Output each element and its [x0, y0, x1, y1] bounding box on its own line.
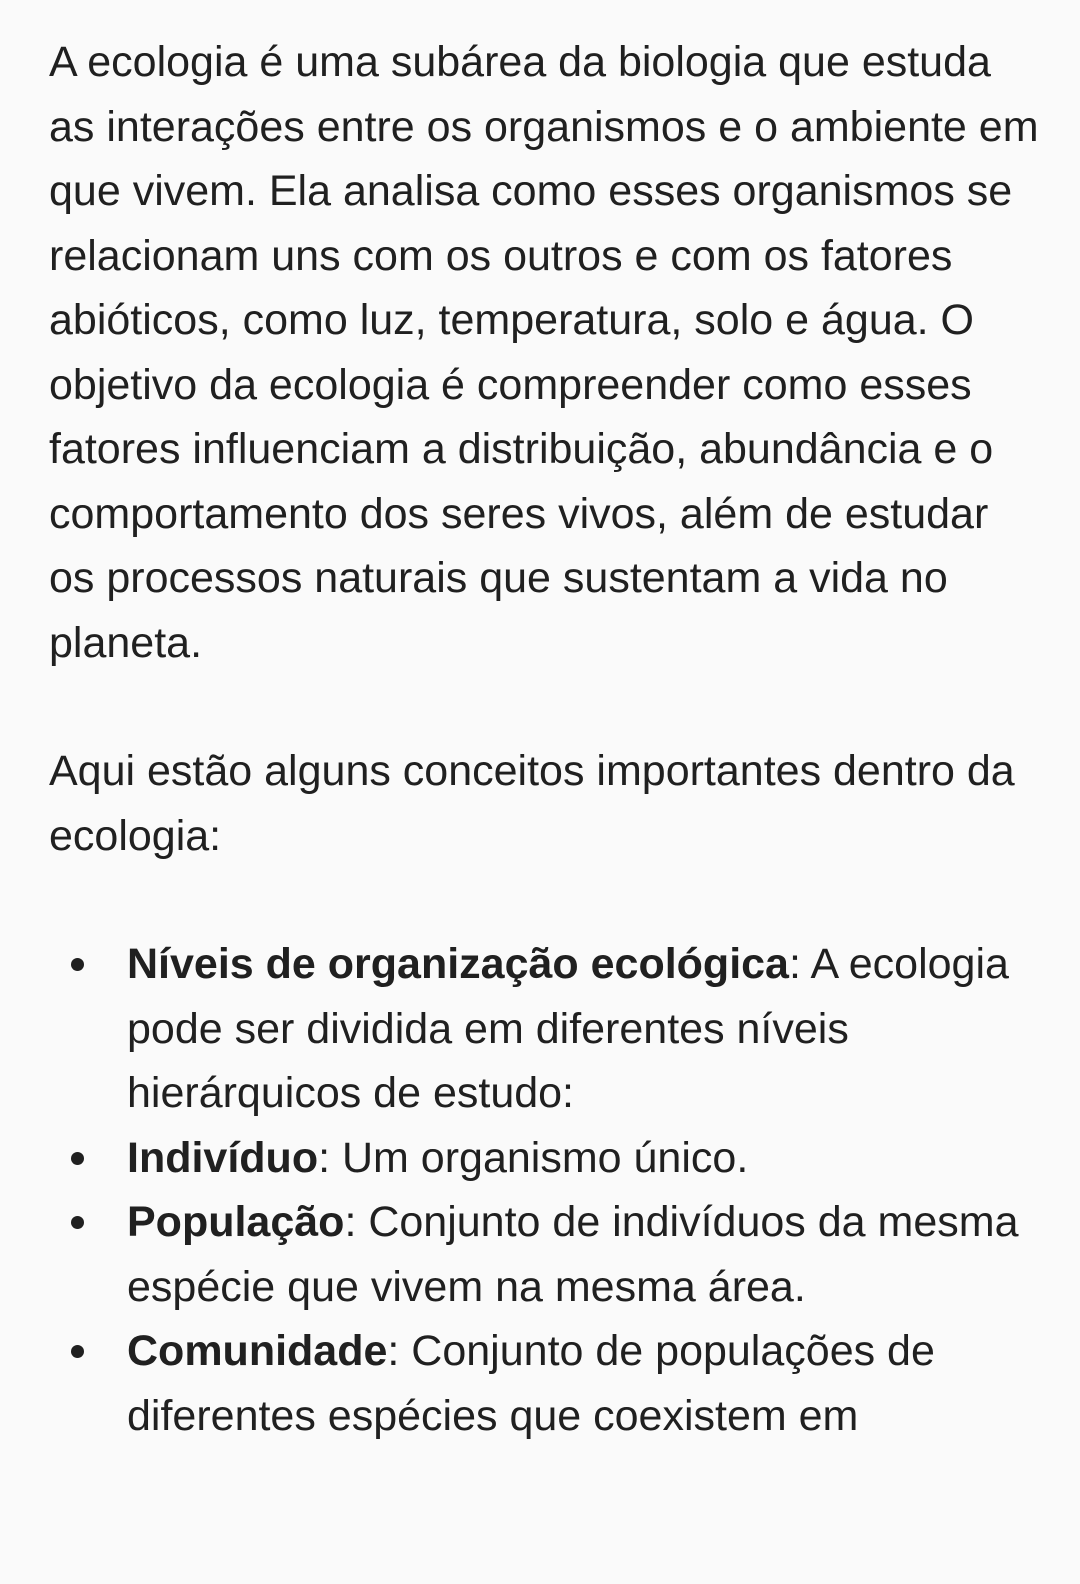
concept-description: : Conjunto de indivíduos da mesma espécie que vivem na mesma área.: [127, 1198, 1019, 1311]
list-item: [49, 1126, 1039, 1191]
list-item: [49, 932, 1039, 1126]
concept-description: : Conjunto de populações de diferentes espécies que coexistem em: [127, 1327, 935, 1440]
concept-term: Indivíduo: [127, 1133, 319, 1182]
concept-description: : Um organismo único.: [318, 1133, 749, 1182]
article-content: [49, 30, 1039, 1448]
list-item: [49, 1319, 1039, 1448]
concept-description: : A ecologia pode ser dividida em diferentes níveis hierárquicos de estudo:: [127, 940, 1009, 1117]
intro-paragraph: A ecologia é uma subárea da biologia que estuda as interações entre os organismos e o ambiente em que vivem. Ela analisa como esses organismos se relacionam uns com os outros e com os fatores abióticos, como luz, temperatura, solo e água. O objetivo da ecologia é compreender como esses fatores influenciam a distribuição, abundância e o comportamento dos seres vivos, além de estudar os processos naturais que sustentam a vida no planeta.: [49, 38, 1039, 667]
list-item: [49, 1190, 1039, 1319]
bullet-icon: [71, 1216, 84, 1229]
bullet-icon: [71, 958, 84, 971]
concepts-list: [49, 932, 1039, 1448]
bullet-icon: [71, 1345, 84, 1358]
concepts-intro-paragraph: Aqui estão alguns conceitos importantes dentro da ecologia:: [49, 747, 1015, 860]
concept-term: Níveis de organização ecológica: [127, 940, 789, 988]
bullet-icon: [71, 1152, 84, 1165]
concept-term: População: [127, 1198, 345, 1246]
concept-term: Comunidade: [127, 1327, 388, 1375]
